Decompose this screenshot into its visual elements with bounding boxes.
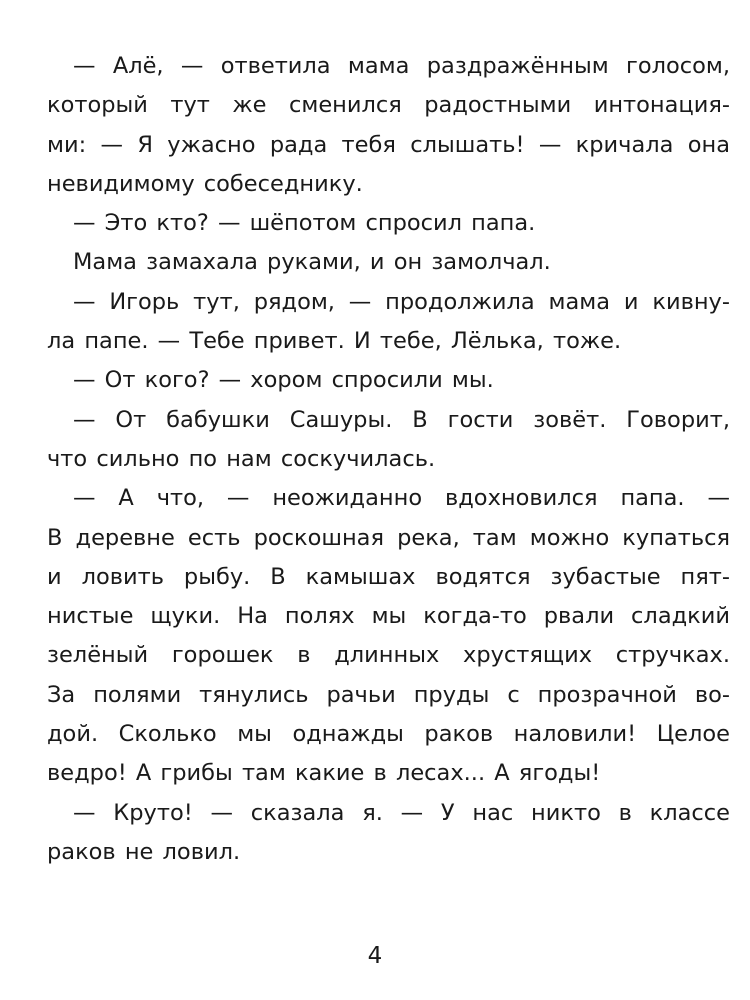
- text-line: — Круто! — сказала я. — У нас никто в классе: [73, 799, 730, 826]
- text-line: ла папе. — Тебе привет. И тебе, Лёлька, тоже.: [47, 328, 622, 355]
- text-line: который тут же сменился радостными интонация-: [47, 92, 730, 119]
- text-line: нистые щуки. На полях мы когда-то рвали сладкий: [47, 603, 730, 630]
- page-number: 4: [367, 943, 383, 969]
- text-line: дой. Сколько мы однажды раков наловили! Целое: [47, 721, 730, 748]
- text-line: За полями тянулись рачьи пруды с прозрачной во-: [47, 681, 730, 708]
- text-line: — Алё, — ответила мама раздражённым голосом,: [73, 53, 730, 79]
- text-line: — От кого? — хором спросили мы.: [73, 367, 494, 394]
- text-line: раков не ловил.: [47, 838, 241, 865]
- text-line: ми: — Я ужасно рада тебя слышать! — кричала она: [47, 131, 730, 158]
- text-line: — От бабушки Сашуры. В гости зовёт. Говорит,: [73, 406, 730, 433]
- text-line: и ловить рыбу. В камышах водятся зубастые пят-: [47, 563, 730, 590]
- text-line: зелёный горошек в длинных хрустящих стручках.: [47, 642, 730, 669]
- text-line: что сильно по нам соскучилась.: [47, 445, 436, 472]
- text-line: — А что, — неожиданно вдохновился папа. —: [73, 485, 730, 512]
- text-line: В деревне есть роскошная река, там можно купаться: [47, 524, 730, 551]
- text-line: ведро! А грибы там какие в лесах... А ягоды!: [47, 760, 601, 787]
- text-line: невидимому собеседнику.: [47, 170, 363, 197]
- page-text: [47, 47, 730, 872]
- text-line: — Это кто? — шёпотом спросил папа.: [73, 210, 536, 237]
- text-line: Мама замахала руками, и он замолчал.: [73, 249, 551, 276]
- text-line: — Игорь тут, рядом, — продолжила мама и кивну-: [73, 288, 730, 315]
